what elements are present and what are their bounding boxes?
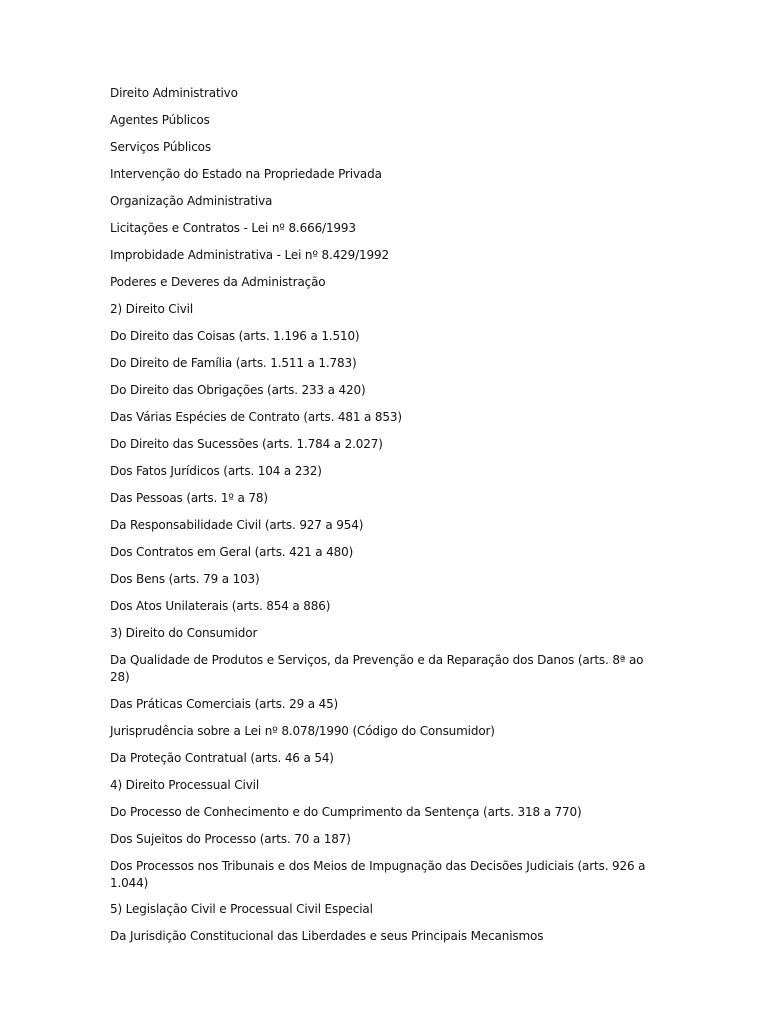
text-line: Das Várias Espécies de Contrato (arts. 481 a 853) bbox=[110, 410, 402, 424]
section-heading: 3) Direito do Consumidor bbox=[110, 626, 258, 640]
text-line: Intervenção do Estado na Propriedade Privada bbox=[110, 167, 382, 181]
text-line: Da Responsabilidade Civil (arts. 927 a 954) bbox=[110, 518, 364, 532]
text-line: Do Direito de Família (arts. 1.511 a 1.783) bbox=[110, 356, 357, 370]
section-heading: 4) Direito Processual Civil bbox=[110, 778, 260, 792]
text-line: Dos Atos Unilaterais (arts. 854 a 886) bbox=[110, 599, 331, 613]
text-line: Da Qualidade de Produtos e Serviços, da Prevenção e da Reparação dos Danos (arts. 8ª ao 28) bbox=[110, 653, 644, 684]
text-line: Dos Processos nos Tribunais e dos Meios de Impugnação das Decisões Judiciais (arts. 926 a 1.044) bbox=[110, 859, 646, 890]
text-line: Poderes e Deveres da Administração bbox=[110, 275, 326, 289]
text-line: Improbidade Administrativa - Lei nº 8.429/1992 bbox=[110, 248, 389, 262]
text-line: Organização Administrativa bbox=[110, 194, 273, 208]
text-line: Dos Contratos em Geral (arts. 421 a 480) bbox=[110, 545, 354, 559]
text-line: Da Jurisdição Constitucional das Liberdades e seus Principais Mecanismos bbox=[110, 929, 544, 943]
text-line: Direito Administrativo bbox=[110, 86, 238, 100]
text-line: Dos Fatos Jurídicos (arts. 104 a 232) bbox=[110, 464, 322, 478]
text-line: Jurisprudência sobre a Lei nº 8.078/1990 (Código do Consumidor) bbox=[110, 724, 495, 738]
text-line: Do Direito das Coisas (arts. 1.196 a 1.510) bbox=[110, 329, 360, 343]
text-line: Do Direito das Sucessões (arts. 1.784 a 2.027) bbox=[110, 437, 383, 451]
text-line: Serviços Públicos bbox=[110, 140, 211, 154]
text-line: Das Pessoas (arts. 1º a 78) bbox=[110, 491, 268, 505]
text-line: Do Direito das Obrigações (arts. 233 a 420) bbox=[110, 383, 366, 397]
text-line: Da Proteção Contratual (arts. 46 a 54) bbox=[110, 751, 334, 765]
text-line: Dos Sujeitos do Processo (arts. 70 a 187) bbox=[110, 832, 351, 846]
section-heading: 5) Legislação Civil e Processual Civil Especial bbox=[110, 902, 373, 916]
text-line: Do Processo de Conhecimento e do Cumprimento da Sentença (arts. 318 a 770) bbox=[110, 805, 582, 819]
section-heading: 2) Direito Civil bbox=[110, 302, 194, 316]
text-line: Dos Bens (arts. 79 a 103) bbox=[110, 572, 260, 586]
document-body bbox=[110, 85, 658, 955]
text-line: Licitações e Contratos - Lei nº 8.666/1993 bbox=[110, 221, 356, 235]
text-line: Agentes Públicos bbox=[110, 113, 210, 127]
text-line: Das Práticas Comerciais (arts. 29 a 45) bbox=[110, 697, 339, 711]
